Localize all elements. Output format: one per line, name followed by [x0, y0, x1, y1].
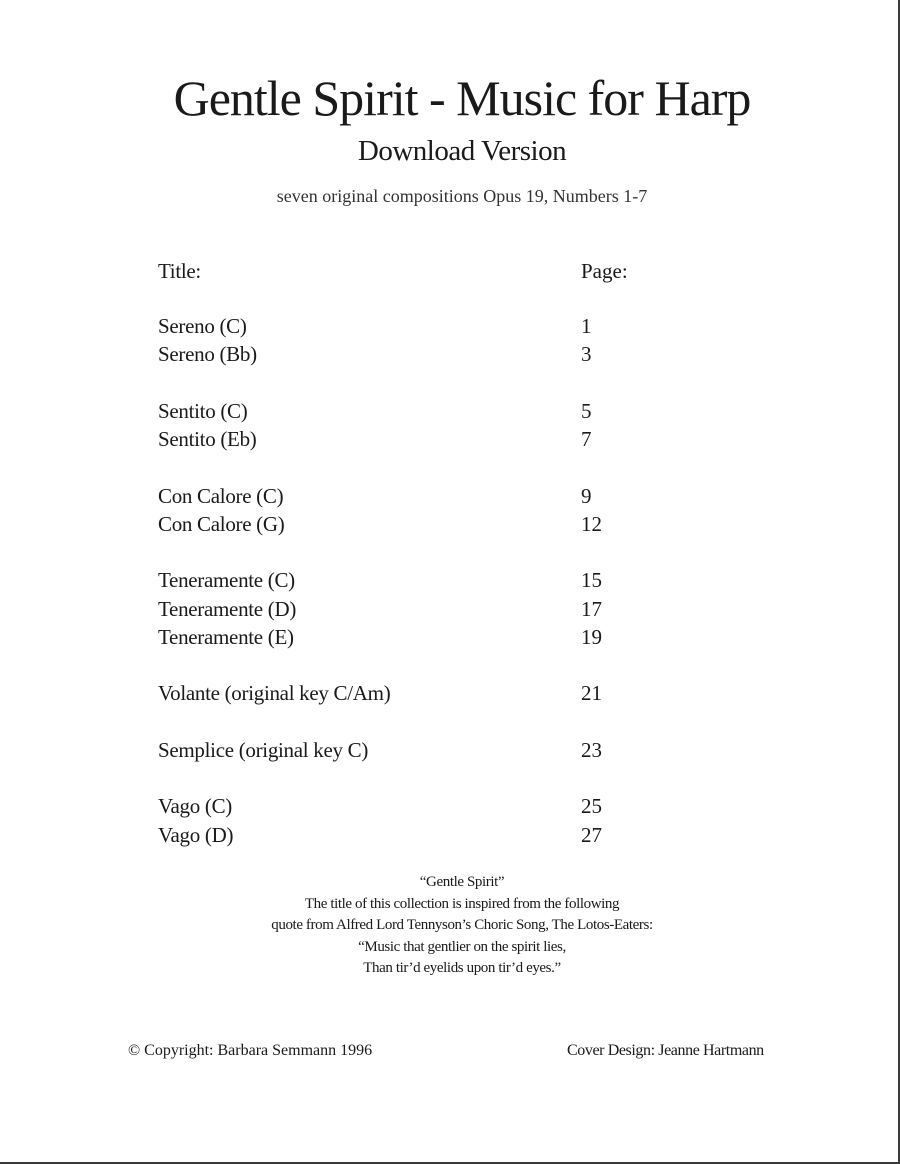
toc-entry-page: 1 — [581, 314, 592, 338]
toc-entry — [158, 679, 718, 707]
table-of-contents — [158, 312, 718, 849]
page-tagline: seven original compositions Opus 19, Numbers 1-7 — [276, 186, 648, 206]
toc-entry-title: Con Calore (G) — [158, 511, 285, 536]
toc-entry-page: 25 — [581, 794, 602, 819]
toc-entry — [158, 792, 718, 820]
toc-entry-page: 9 — [581, 483, 592, 508]
toc-entry-title: Sereno (C) — [158, 314, 247, 338]
page-subtitle: Download Version — [357, 135, 567, 167]
toc-entry-page: 3 — [581, 342, 592, 367]
toc-entry — [158, 821, 718, 849]
toc-entry — [158, 736, 718, 764]
quote-line: The title of this collection is inspired from the following — [304, 895, 620, 912]
toc-entry — [158, 340, 718, 368]
copyright-notice: © Copyright: Barbara Semmann 1996 — [128, 1042, 373, 1059]
toc-entry-page: 27 — [581, 822, 602, 847]
quote-line: quote from Alfred Lord Tennyson’s Choric Song, The Lotos-Eaters: — [271, 917, 653, 933]
cover-design-credit: Cover Design: Jeanne Hartmann — [567, 1042, 764, 1059]
toc-entry-title: Con Calore (C) — [158, 483, 284, 508]
toc-entry — [158, 566, 718, 594]
toc-entry-title: Sentito (Eb) — [158, 427, 257, 452]
quote-line: “Music that gentlier on the spirit lies, — [358, 938, 566, 955]
toc-entry-title: Semplice (original key C) — [158, 737, 369, 762]
toc-entry-page: 7 — [581, 427, 592, 452]
toc-entry — [158, 482, 718, 510]
toc-entry — [158, 595, 718, 623]
toc-entry — [158, 623, 718, 651]
toc-entry-title: Vago (C) — [158, 794, 233, 819]
toc-entry-page: 15 — [581, 568, 602, 593]
toc-entry — [158, 397, 718, 425]
toc-entry-title: Teneramente (E) — [158, 624, 294, 649]
toc-entry-title: Teneramente (D) — [158, 596, 297, 621]
toc-entry — [158, 312, 718, 340]
toc-entry-title: Sentito (C) — [158, 398, 248, 423]
toc-entry-page: 23 — [581, 737, 602, 762]
tennyson-quote — [0, 872, 900, 980]
toc-entry-page: 5 — [581, 398, 592, 423]
toc-entry-page: 17 — [581, 596, 602, 621]
toc-entry-title: Vago (D) — [158, 822, 234, 847]
toc-entry-title: Sereno (Bb) — [158, 342, 257, 367]
toc-header — [158, 256, 718, 286]
toc-entry-page: 12 — [581, 511, 602, 536]
toc-entry — [158, 425, 718, 453]
page-title: Gentle Spirit - Music for Harp — [173, 70, 751, 126]
toc-entry-page: 19 — [581, 624, 602, 649]
toc-entry-title: Volante (original key C/Am) — [158, 681, 391, 706]
toc-entry-page: 21 — [581, 681, 602, 706]
toc-header-title: Title: — [158, 259, 201, 283]
quote-line: “Gentle Spirit” — [419, 874, 505, 890]
quote-line: Than tir’d eyelids upon tir’d eyes.” — [363, 960, 561, 976]
toc-entry — [158, 510, 718, 538]
toc-header-page: Page: — [581, 259, 628, 283]
toc-entry-title: Teneramente (C) — [158, 568, 295, 593]
